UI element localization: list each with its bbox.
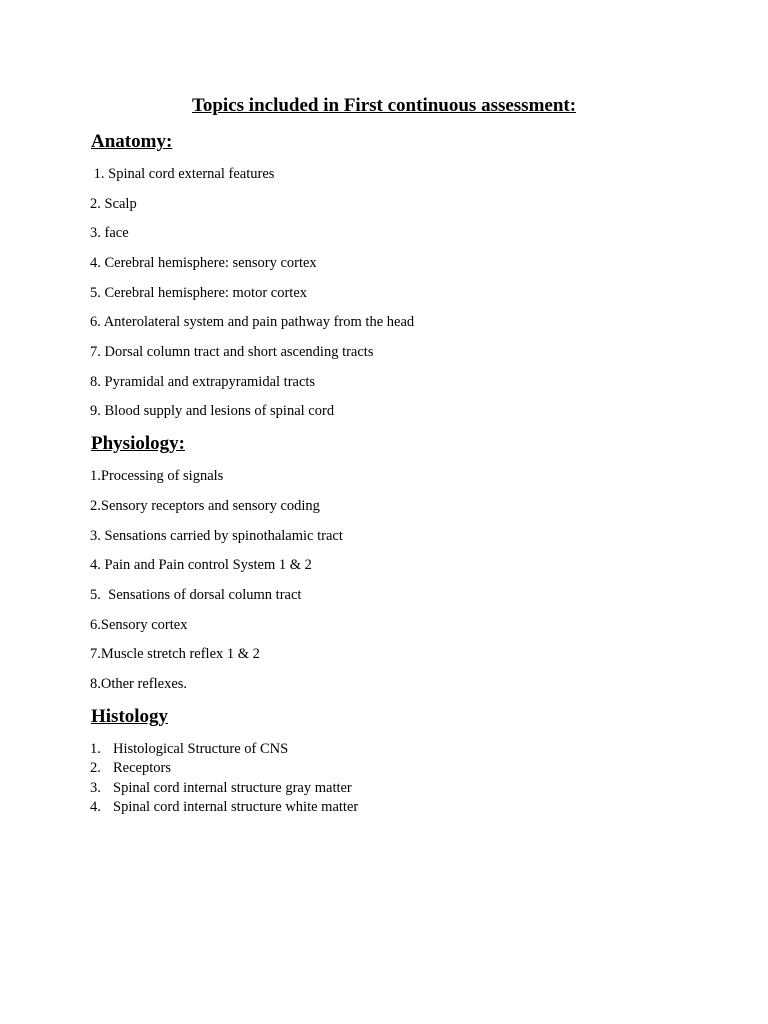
physiology-heading: Physiology: (91, 433, 185, 454)
histology-item-number: 3. (90, 780, 101, 796)
histology-item-text: Receptors (113, 760, 171, 776)
physiology-item: 6.Sensory cortex (90, 617, 188, 633)
physiology-item: 3. Sensations carried by spinothalamic tract (90, 528, 343, 544)
anatomy-item: 5. Cerebral hemisphere: motor cortex (90, 285, 308, 301)
anatomy-item: 6. Anterolateral system and pain pathway from the head (90, 314, 415, 330)
histology-item (90, 759, 171, 777)
histology-item (90, 798, 358, 816)
document-title: Topics included in First continuous assessment: (191, 95, 577, 116)
physiology-item: 8.Other reflexes. (90, 676, 188, 692)
histology-item-text: Spinal cord internal structure gray matter (113, 780, 352, 796)
anatomy-item: 8. Pyramidal and extrapyramidal tracts (90, 374, 316, 390)
anatomy-heading: Anatomy: (91, 131, 173, 152)
anatomy-item: 1. Spinal cord external features (90, 166, 275, 182)
anatomy-item: 3. face (90, 225, 129, 241)
physiology-item: 5. Sensations of dorsal column tract (90, 587, 302, 603)
anatomy-item: 9. Blood supply and lesions of spinal cord (90, 403, 335, 419)
physiology-item: 2.Sensory receptors and sensory coding (90, 498, 320, 514)
physiology-item: 1.Processing of signals (90, 468, 224, 484)
histology-item-text: Spinal cord internal structure white matter (113, 799, 359, 815)
anatomy-item: 4. Cerebral hemisphere: sensory cortex (90, 255, 317, 271)
physiology-item: 7.Muscle stretch reflex 1 & 2 (90, 646, 260, 662)
physiology-item: 4. Pain and Pain control System 1 & 2 (90, 557, 312, 573)
histology-item (90, 779, 352, 797)
histology-item-number: 1. (90, 741, 101, 757)
histology-item-number: 4. (90, 799, 101, 815)
histology-item-text: Histological Structure of CNS (113, 741, 289, 757)
histology-heading: Histology (91, 706, 169, 727)
histology-item-number: 2. (90, 760, 101, 776)
anatomy-item: 7. Dorsal column tract and short ascending tracts (90, 344, 374, 360)
histology-item (90, 740, 288, 758)
anatomy-item: 2. Scalp (90, 196, 137, 212)
